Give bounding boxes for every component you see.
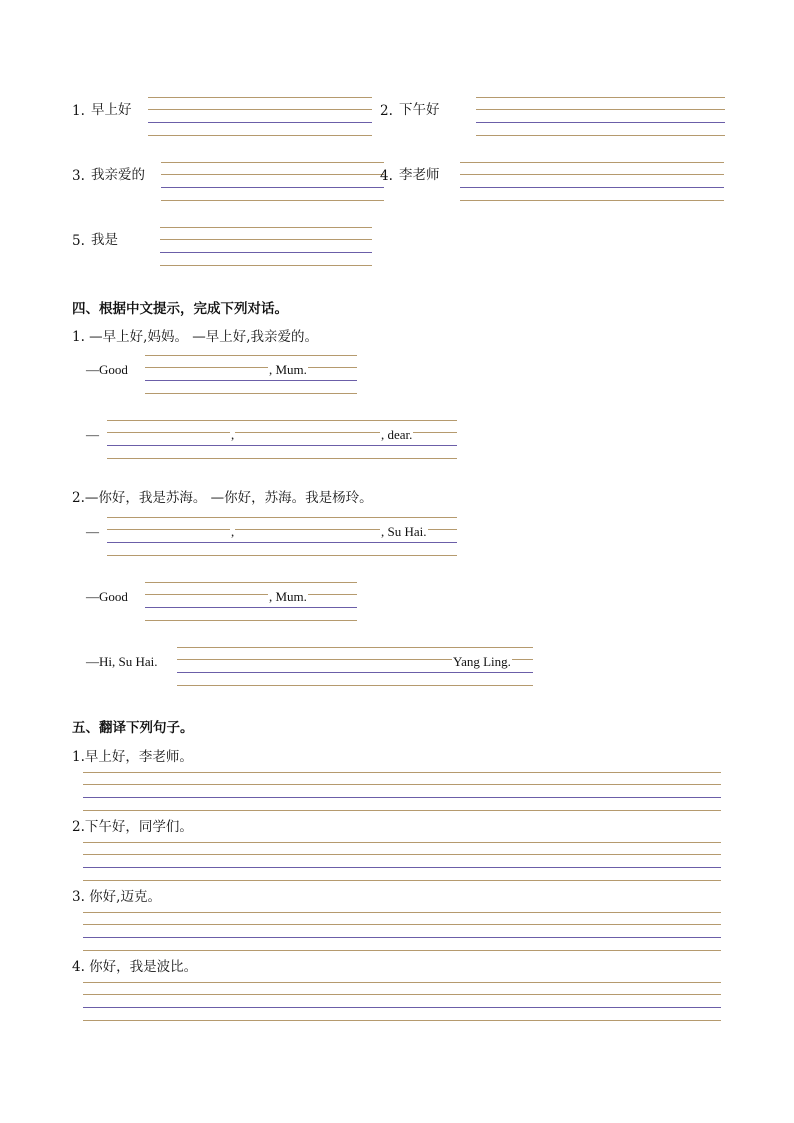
dialog-1-prompt: 1. —早上好,妈妈。 —早上好,我亲爱的。 xyxy=(72,329,319,345)
translate-2-answer-lines[interactable] xyxy=(83,842,721,880)
dialog-2-prompt: 2.—你好，我是苏海。 —你好，苏海。我是杨玲。 xyxy=(72,490,373,506)
dialog-1-line-2-prefix: — xyxy=(86,427,99,442)
section-4-heading: 四、根据中文提示，完成下列对话。 xyxy=(72,301,288,317)
dialog-2-line-1-suffix: , Su Hai. xyxy=(381,524,427,539)
dialog-2-line-2-suffix: , Mum. xyxy=(269,589,307,604)
word-4-answer-lines[interactable] xyxy=(460,162,724,200)
word-2-text: 下午好 xyxy=(399,102,440,118)
dialog-1-line-1-suffix: , Mum. xyxy=(269,362,307,377)
word-1-answer-lines[interactable] xyxy=(148,97,372,135)
word-5-text: 我是 xyxy=(91,232,118,248)
dialog-2-line-2-answer[interactable] xyxy=(145,582,357,620)
translate-3-prompt: 3. 你好,迈克。 xyxy=(72,889,161,905)
word-4-number: 4. xyxy=(380,168,393,184)
word-3-text: 我亲爱的 xyxy=(91,167,145,183)
dialog-1-line-2-comma: , xyxy=(231,427,235,442)
dialog-1-line-2-suffix: , dear. xyxy=(381,427,413,442)
translate-1-answer-lines[interactable] xyxy=(83,772,721,810)
dialog-2-line-1-comma: , xyxy=(231,524,235,539)
translate-1-prompt: 1.早上好，李老师。 xyxy=(72,749,193,765)
dialog-2-line-3-suffix: Yang Ling. xyxy=(453,654,511,669)
word-3-number: 3. xyxy=(72,168,85,184)
word-1-text: 早上好 xyxy=(91,102,132,118)
dialog-2-line-3-prefix: —Hi, Su Hai. xyxy=(86,654,158,669)
section-5-heading: 五、翻译下列句子。 xyxy=(72,720,194,736)
word-4-text: 李老师 xyxy=(399,167,440,183)
dialog-2-line-1-prefix: — xyxy=(86,524,99,539)
translate-4-prompt: 4. 你好，我是波比。 xyxy=(72,959,198,975)
dialog-1-line-1-answer[interactable] xyxy=(145,355,357,393)
word-3-answer-lines[interactable] xyxy=(161,162,384,200)
word-5-answer-lines[interactable] xyxy=(160,227,372,265)
word-5-number: 5. xyxy=(72,233,85,249)
dialog-2-line-2-prefix: —Good xyxy=(86,589,128,604)
word-2-answer-lines[interactable] xyxy=(476,97,725,135)
word-1-number: 1. xyxy=(72,103,85,119)
word-2-number: 2. xyxy=(380,103,393,119)
translate-4-answer-lines[interactable] xyxy=(83,982,721,1020)
translate-2-prompt: 2.下午好，同学们。 xyxy=(72,819,193,835)
translate-3-answer-lines[interactable] xyxy=(83,912,721,950)
dialog-1-line-1-prefix: —Good xyxy=(86,362,128,377)
